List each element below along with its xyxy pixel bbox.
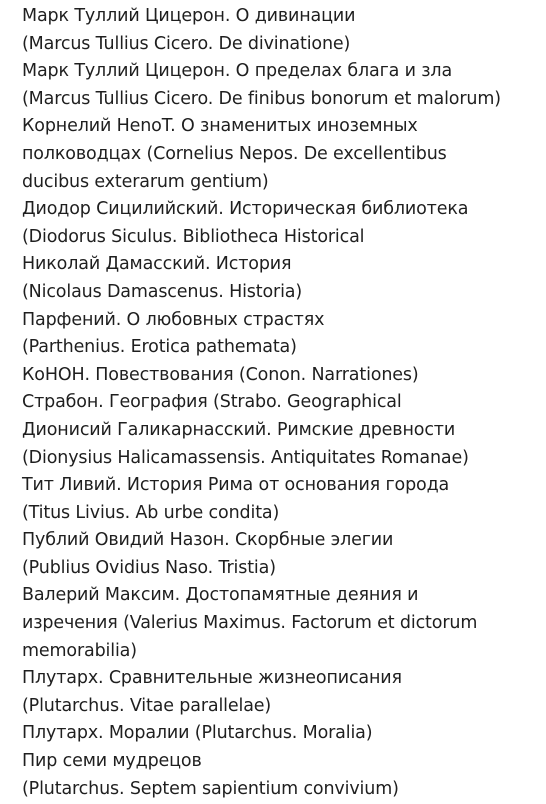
text-line: Марк Туллий Цицерон. О дивинации [22,6,356,26]
text-line: Плутарх. Моралии (Plutarchus. Moralia) [22,723,373,744]
text-line: полководцах (Cornelius Nepos. De excellentibus [22,143,447,164]
text-line: Валерий Максим. Достопамятные деяния и [22,585,419,606]
text-line: (Marcus Tullius Cicero. De divinatione) [22,33,351,54]
text-line: (Titus Livius. Ab urbe condita) [22,502,280,523]
text-line: Страбон. География (Strabo. Geographical [22,392,402,413]
text-line: memorabilia) [22,640,137,661]
text-line: Тит Ливий. История Рима от основания города [22,475,450,496]
text-line: изречения (Valerius Maximus. Factorum et dictorum [22,613,478,634]
text-line: (Parthenius. Erotica pathemata) [22,337,297,358]
text-line: (Dionysius Halicamassensis. Antiquitates Romanae) [22,447,469,468]
text-line: (Diodorus Siculus. Bibliotheca Historical [22,226,365,247]
text-line: Корнелий HenoT. О знаменитых иноземных [22,116,418,137]
text-line: (Plutarchus. Septem sapientium convivium) [22,778,399,799]
text-line: Плутарх. Сравнительные жизнеописания [22,668,402,689]
source-list [22,3,542,803]
text-line: КоНОН. Повествования (Conon. Narrationes) [22,364,419,385]
text-line: Парфений. О любовных страстях [22,309,325,330]
text-line: (Plutarchus. Vitae parallelae) [22,695,272,716]
text-line: Пир семи мудрецов [22,751,202,772]
text-line: ducibus exterarum gentium) [22,171,269,192]
text-line: (Publius Ovidius Naso. Tristia) [22,557,276,578]
text-line: (Nicolaus Damascenus. Historia) [22,281,303,302]
text-line: Марк Туллий Цицерон. О пределах блага и зла [22,61,453,82]
text-line: (Marcus Tullius Cicero. De finibus bonorum et malorum) [22,88,501,109]
text-line: Николай Дамасский. История [22,254,292,275]
text-line: Публий Овидий Назон. Скорбные элегии [22,530,394,551]
text-line: Диодор Сицилийский. Историческая библиотека [22,199,469,220]
text-line: Дионисий Галикарнасский. Римские древности [22,419,456,440]
